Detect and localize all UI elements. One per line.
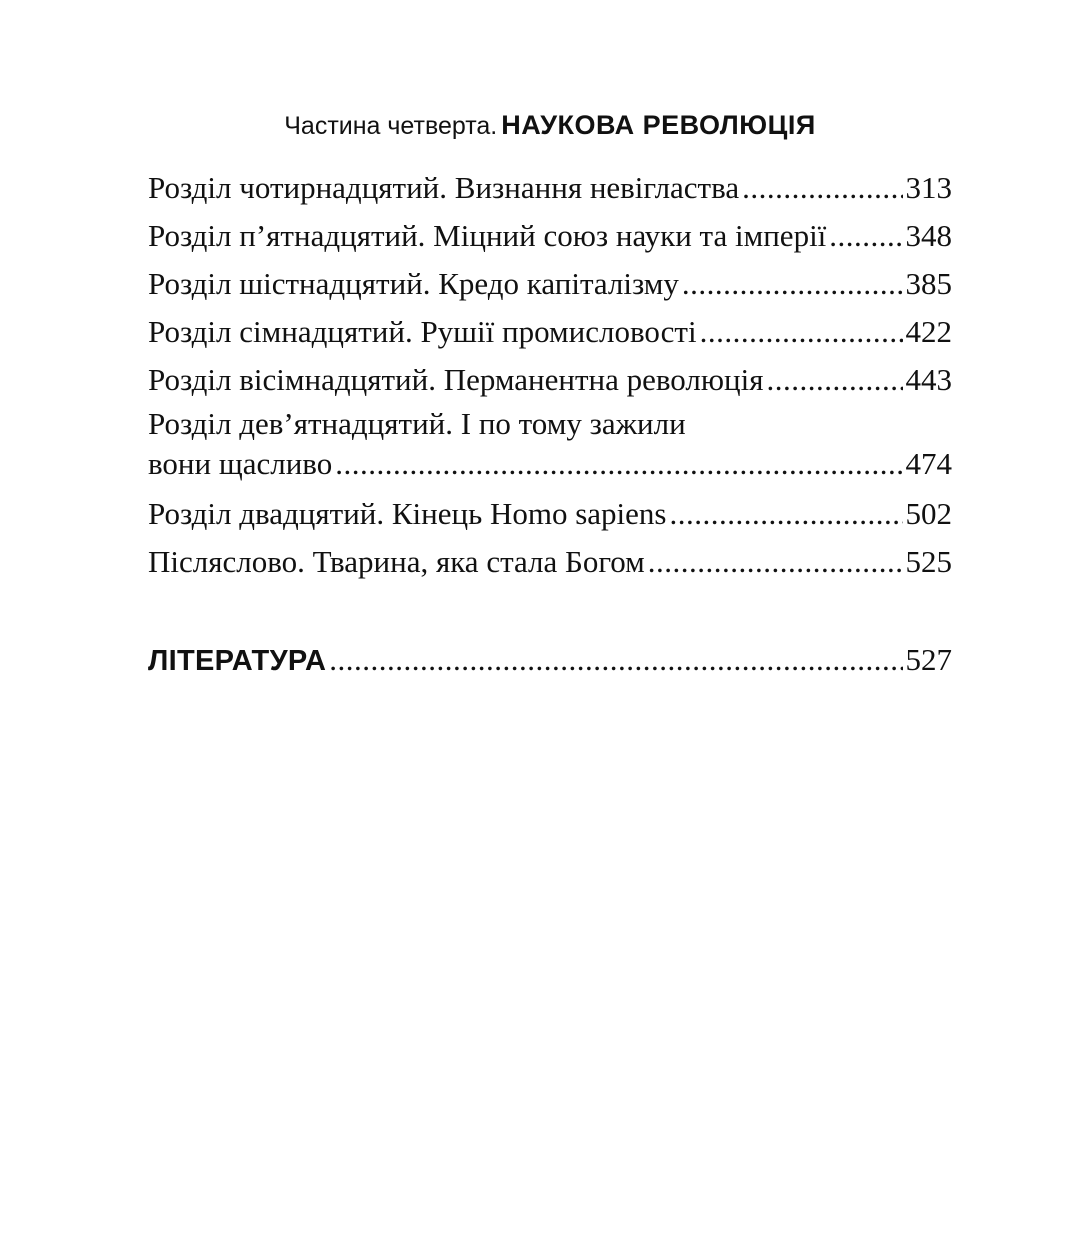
toc-entry-title: Розділ п’ятнадцятий. Міцний союз науки та імперії [148, 218, 827, 253]
dot-leader [767, 356, 903, 404]
toc-entry [148, 164, 952, 212]
dot-leader [742, 164, 902, 212]
toc-entry-title-line1: Розділ дев’ятнадцятий. І по тому зажили [148, 406, 686, 441]
toc-entry [148, 636, 952, 684]
toc-entry [148, 260, 952, 308]
toc-entry [148, 538, 952, 586]
table-of-contents [148, 164, 952, 586]
part-heading [148, 110, 952, 141]
toc-entry-page: 443 [905, 362, 952, 397]
toc-entry-page: 348 [905, 218, 952, 253]
toc-entry [148, 356, 952, 404]
toc-entry [148, 308, 952, 356]
dot-leader [682, 260, 903, 308]
dot-leader [648, 538, 903, 586]
toc-entry [148, 490, 952, 538]
toc-entry-page: 502 [905, 496, 952, 531]
toc-entry-page: 313 [905, 170, 952, 205]
toc-entry [148, 212, 952, 260]
toc-entry-title-line2: вони щасливо [148, 446, 333, 481]
part-label: Частина четверта. [284, 112, 498, 140]
dot-leader [829, 212, 902, 260]
toc-entry-page: 422 [905, 314, 952, 349]
dot-leader [335, 444, 902, 484]
toc-entry-second-line [148, 444, 952, 490]
toc-entry-title: Розділ двадцятий. Кінець Homo sapiens [148, 496, 667, 531]
toc-entry-title: Розділ сімнадцятий. Рушії промисловості [148, 314, 697, 349]
toc-entry-title: Післяслово. Тварина, яка стала Богом [148, 544, 645, 579]
literature-title: ЛІТЕРАТУРА [148, 645, 327, 677]
toc-entry-multiline [148, 404, 952, 490]
literature-entry [148, 636, 952, 684]
toc-entry-title: Розділ чотирнадцятий. Визнання невігластва [148, 170, 740, 205]
literature-page: 527 [905, 642, 952, 677]
toc-entry-title: Розділ шістнадцятий. Кредо капіталізму [148, 266, 679, 301]
dot-leader [329, 636, 902, 684]
toc-entry-title: Розділ вісімнадцятий. Перманентна революція [148, 362, 764, 397]
part-title: НАУКОВА РЕВОЛЮЦІЯ [501, 110, 816, 140]
toc-entry-page: 525 [905, 544, 952, 579]
toc-entry-page: 474 [905, 446, 952, 481]
dot-leader [700, 308, 903, 356]
dot-leader [670, 490, 903, 538]
toc-entry-page: 385 [905, 266, 952, 301]
